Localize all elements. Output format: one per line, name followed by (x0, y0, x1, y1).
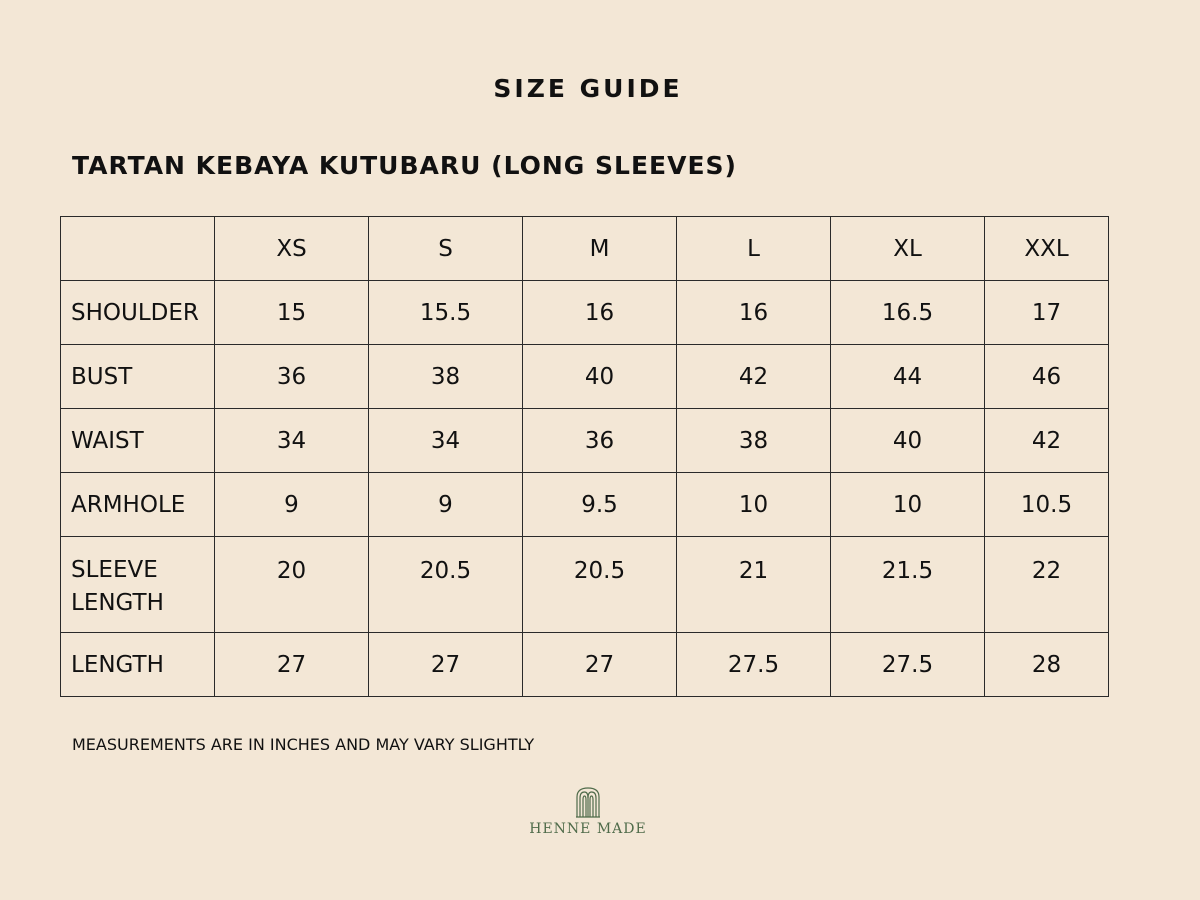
table-cell: 38 (369, 345, 523, 409)
row-label: BUST (61, 345, 215, 409)
table-row (61, 409, 1109, 473)
table-cell: 40 (523, 345, 677, 409)
header-cell-s: S (369, 217, 523, 281)
table-cell: 27.5 (831, 633, 985, 697)
table-cell: 9 (369, 473, 523, 537)
table-cell: 20.5 (523, 537, 677, 633)
header-cell-xxl: XXL (985, 217, 1109, 281)
table-cell: 9 (215, 473, 369, 537)
table-row (61, 633, 1109, 697)
table-cell: 34 (369, 409, 523, 473)
table-cell: 22 (985, 537, 1109, 633)
table-cell: 28 (985, 633, 1109, 697)
table-header-row (61, 217, 1109, 281)
table-cell: 9.5 (523, 473, 677, 537)
table-cell: 38 (677, 409, 831, 473)
header-cell-empty (61, 217, 215, 281)
page-title: SIZE GUIDE (493, 74, 683, 103)
arch-monogram-icon (0, 786, 1176, 818)
table-cell: 21 (677, 537, 831, 633)
table-cell: 10 (677, 473, 831, 537)
table-cell: 42 (985, 409, 1109, 473)
table-cell: 17 (985, 281, 1109, 345)
table-cell: 27 (523, 633, 677, 697)
table-cell: 21.5 (831, 537, 985, 633)
header-cell-l: L (677, 217, 831, 281)
table-cell: 27.5 (677, 633, 831, 697)
table-cell: 40 (831, 409, 985, 473)
header-cell-xl: XL (831, 217, 985, 281)
row-label: ARMHOLE (61, 473, 215, 537)
table-cell: 46 (985, 345, 1109, 409)
table-cell: 42 (677, 345, 831, 409)
table-cell: 15 (215, 281, 369, 345)
table-cell: 16.5 (831, 281, 985, 345)
table-row (61, 473, 1109, 537)
table-cell: 15.5 (369, 281, 523, 345)
row-label: LENGTH (61, 633, 215, 697)
product-title: TARTAN KEBAYA KUTUBARU (LONG SLEEVES) (72, 151, 737, 180)
row-label: WAIST (61, 409, 215, 473)
size-table (60, 216, 1109, 697)
table-cell: 27 (215, 633, 369, 697)
table-cell: 10.5 (985, 473, 1109, 537)
table-cell: 44 (831, 345, 985, 409)
table-row (61, 537, 1109, 633)
brand-logo (0, 786, 1176, 837)
table-cell: 27 (369, 633, 523, 697)
table-row (61, 345, 1109, 409)
measurement-note: MEASUREMENTS ARE IN INCHES AND MAY VARY SLIGHTLY (72, 735, 535, 754)
header-cell-xs: XS (215, 217, 369, 281)
table-cell: 20.5 (369, 537, 523, 633)
table-cell: 36 (215, 345, 369, 409)
table-row (61, 281, 1109, 345)
header-cell-m: M (523, 217, 677, 281)
row-label: SLEEVE LENGTH (61, 537, 215, 633)
brand-name: HENNE MADE (529, 821, 647, 837)
row-label: SHOULDER (61, 281, 215, 345)
table-cell: 10 (831, 473, 985, 537)
table-cell: 16 (677, 281, 831, 345)
table-cell: 20 (215, 537, 369, 633)
table-cell: 16 (523, 281, 677, 345)
table-cell: 36 (523, 409, 677, 473)
table-cell: 34 (215, 409, 369, 473)
